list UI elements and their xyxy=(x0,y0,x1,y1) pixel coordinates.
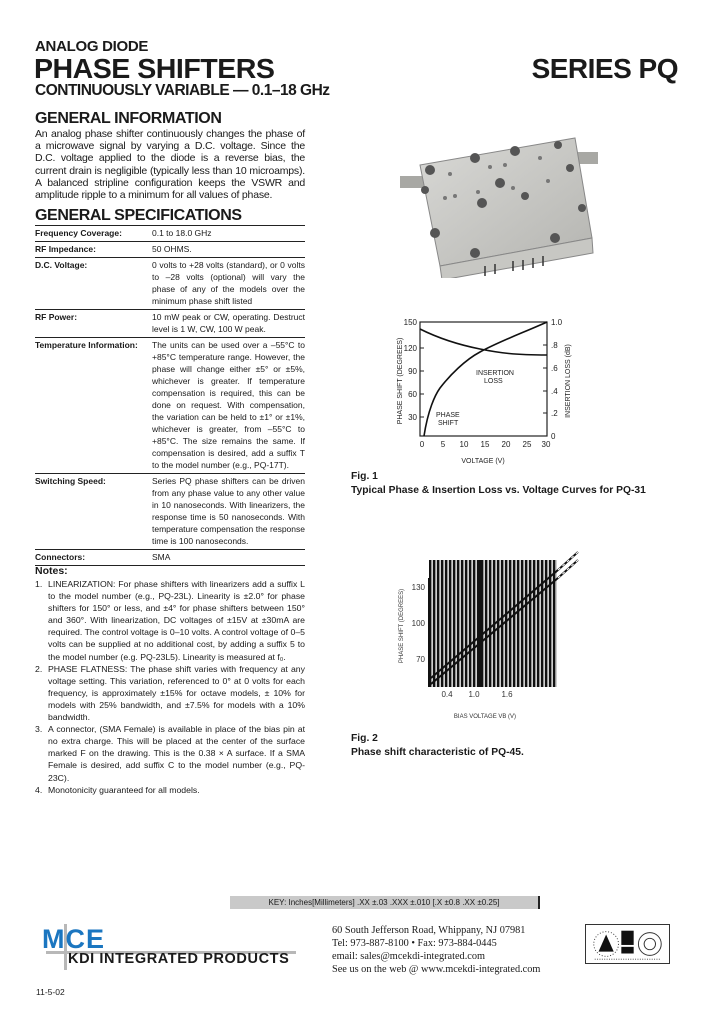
tick-label: 0 xyxy=(419,440,425,449)
note-item xyxy=(35,723,305,783)
insertion-loss-annotation: INSERTION xyxy=(476,370,514,377)
notes-heading: Notes: xyxy=(35,565,68,577)
subtitle: CONTINUOUSLY VARIABLE — 0.1–18 GHz xyxy=(35,82,330,99)
spec-label: D.C. Voltage: xyxy=(35,258,152,310)
spec-value: Series PQ phase shifters can be driven from any phase value to any other value in 10 nanoseconds. With linearizers, the response time is 50 nanoseconds. With temperature compensation the response time is 100 nanoseconds. xyxy=(152,474,305,550)
kicker: ANALOG DIODE xyxy=(35,38,149,55)
notes-list xyxy=(35,578,305,796)
tick-label: .8 xyxy=(551,341,558,350)
tick-label: .2 xyxy=(551,409,558,418)
fig2-chart xyxy=(385,548,585,723)
general-specifications-heading: GENERAL SPECIFICATIONS xyxy=(35,207,242,224)
phase-shift-annotation: SHIFT xyxy=(438,420,459,427)
tick-label: 1.0 xyxy=(468,690,480,699)
spec-label: Connectors: xyxy=(35,550,152,566)
website[interactable]: See us on the web @ www.mcekdi-integrated.com xyxy=(332,964,541,975)
note-number: 3. xyxy=(35,724,43,735)
spec-label: Switching Speed: xyxy=(35,474,152,550)
spec-row xyxy=(35,550,305,566)
spec-value: The units can be used over a –55°C to +85°C temperature range. However, the phase will change either ±5° or ±5%, whichever is greater. If temperature compensation is required, this can be done on request. With compensation, the variation can be held to ±1° or ±1%, whichever is greater, from –55°C to +85°C. The size remains the same. If compensation is desired, add a suffix T to the model number (e.g., PQ-17T). xyxy=(152,338,305,474)
tick-label: 90 xyxy=(408,367,417,376)
email[interactable]: email: sales@mcekdi-integrated.com xyxy=(332,951,486,962)
tick-label: .6 xyxy=(551,364,558,373)
tick-label: 1.0 xyxy=(551,318,563,327)
tick-label: 1.6 xyxy=(501,690,513,699)
note-number: 2. xyxy=(35,663,43,674)
x-axis-title: BIAS VOLTAGE VB (V) xyxy=(453,714,517,720)
spec-label: Temperature Information: xyxy=(35,338,152,474)
kdi-logo-text: KDI INTEGRATED PRODUCTS xyxy=(68,951,290,967)
spec-row xyxy=(35,310,305,338)
y-axis-title: PHASE SHIFT (DEGREES) xyxy=(397,337,404,425)
tick-label: 60 xyxy=(408,390,417,399)
specifications-table xyxy=(35,226,305,566)
note-item xyxy=(35,578,305,663)
contact-info xyxy=(332,924,540,976)
spec-row xyxy=(35,474,305,550)
phone-fax: Tel: 973-887-8100 • Fax: 973-884-0445 xyxy=(332,938,497,949)
spec-row xyxy=(35,242,305,258)
spec-label: RF Impedance: xyxy=(35,242,152,258)
general-information-heading: GENERAL INFORMATION xyxy=(35,110,222,127)
tick-label: 20 xyxy=(501,440,511,449)
spec-row xyxy=(35,226,305,242)
tick-label: 5 xyxy=(440,440,446,449)
series-title: SERIES PQ xyxy=(531,53,678,84)
cert-mark-icon xyxy=(621,931,633,945)
spec-row xyxy=(35,258,305,310)
insertion-loss-annotation: LOSS xyxy=(484,378,503,385)
address: 60 South Jefferson Road, Whippany, NJ 07981 xyxy=(332,925,526,936)
tick-label: 10 xyxy=(459,440,469,449)
tolerance-key: KEY: Inches[Millimeters] .XX ±.03 .XXX ±.010 [.X ±0.8 .XX ±0.25] xyxy=(230,896,540,909)
note-text: LINEARIZATION: For phase shifters with linearizers add a suffix L to the model number (e.g., PQ-23L). Linearity is ±2.0° for phase shifters for 150° or less, and ±4° for phase shifters between 150° and 360°. With linearization, DC voltages of ±15V at ±30mA are required. The control voltage is 0–10 volts. A control voltage of 0–5 volts can be supplied at no additional cost, by adding a suffix 5 to the model number (e.g. PQ-23L5). Linearity is measured at f₀. xyxy=(48,579,305,662)
tick-label: 100 xyxy=(411,619,425,628)
note-text: Monotonicity guaranteed for all models. xyxy=(48,784,200,795)
spec-value: 50 OHMS. xyxy=(152,242,305,258)
tick-label: 15 xyxy=(480,440,490,449)
y2-axis-title: INSERTION LOSS (dB) xyxy=(565,344,572,418)
note-text: A connector, (SMA Female) is available in place of the bias pin at no extra charge. This will be placed at the center of the surface marked F on the drawing. This is the 0.38 × A surface. If a SMA Female is desired, add suffix C to the model number (e.g., PQ-23C). xyxy=(48,724,305,783)
spec-row xyxy=(35,338,305,474)
tick-label: 30 xyxy=(408,413,417,422)
spec-value: 10 mW peak or CW, operating. Destruct level is 1 W, CW, 100 W peak. xyxy=(152,310,305,338)
fig2-label: Fig. 2 xyxy=(351,733,378,744)
tick-label: 25 xyxy=(522,440,532,449)
spec-value: 0 volts to +28 volts (standard), or 0 volts to –28 volts (optional) will vary the phase of any of the models over the minimum phase shift listed xyxy=(152,258,305,310)
mce-logo: MCE xyxy=(42,924,105,954)
general-information-text: An analog phase shifter continuously changes the phase of a microwave signal by varying a D.C. voltage. Since the D.C. voltage applied to the diode is a reverse bias, the current drain is negligible (typically less than 10 microamps). A balanced stripline configuration keeps the VSWR and amplitude ripple to a minimum for all values of phase. xyxy=(35,128,305,202)
note-number: 1. xyxy=(35,579,43,589)
x-axis-title: VOLTAGE (V) xyxy=(461,458,505,465)
note-number: 4. xyxy=(35,784,43,795)
tick-label: 0 xyxy=(551,432,556,441)
tick-label: 0.4 xyxy=(441,690,453,699)
spec-value: 0.1 to 18.0 GHz xyxy=(152,226,305,242)
note-item xyxy=(35,784,305,796)
fig2-caption: Phase shift characteristic of PQ-45. xyxy=(351,747,524,758)
page-title: PHASE SHIFTERS xyxy=(34,53,275,84)
fig1-label: Fig. 1 xyxy=(351,471,378,482)
product-photo xyxy=(400,108,600,278)
note-text: PHASE FLATNESS: The phase shift varies with frequency at any voltage setting. This variation, referenced to 0° at 0 volts for each frequency, is approximately ±15% for octave models, ± 10% for models with 25% bandwidth, and ±7.5% for models with a 10% bandwidth. xyxy=(48,663,305,723)
iso-triangle-icon xyxy=(599,935,614,952)
phase-shift-annotation: PHASE xyxy=(436,412,460,419)
fig1-caption: Typical Phase & Insertion Loss vs. Voltage Curves for PQ-31 xyxy=(351,485,646,496)
certification-badges xyxy=(585,924,670,964)
y-axis-title: PHASE SHIFT (DEGREES) xyxy=(399,588,405,664)
tick-label: 70 xyxy=(416,655,425,664)
fig1-chart xyxy=(380,315,580,465)
spec-value: SMA xyxy=(152,550,305,566)
revision-date: 11-5-02 xyxy=(36,987,65,997)
tick-label: 150 xyxy=(403,318,417,327)
tick-label: .4 xyxy=(551,387,558,396)
tick-label: 130 xyxy=(411,583,425,592)
spec-label: RF Power: xyxy=(35,310,152,338)
spec-label: Frequency Coverage: xyxy=(35,226,152,242)
note-item xyxy=(35,663,305,723)
tick-label: 120 xyxy=(403,344,417,353)
tick-label: 30 xyxy=(541,440,551,449)
